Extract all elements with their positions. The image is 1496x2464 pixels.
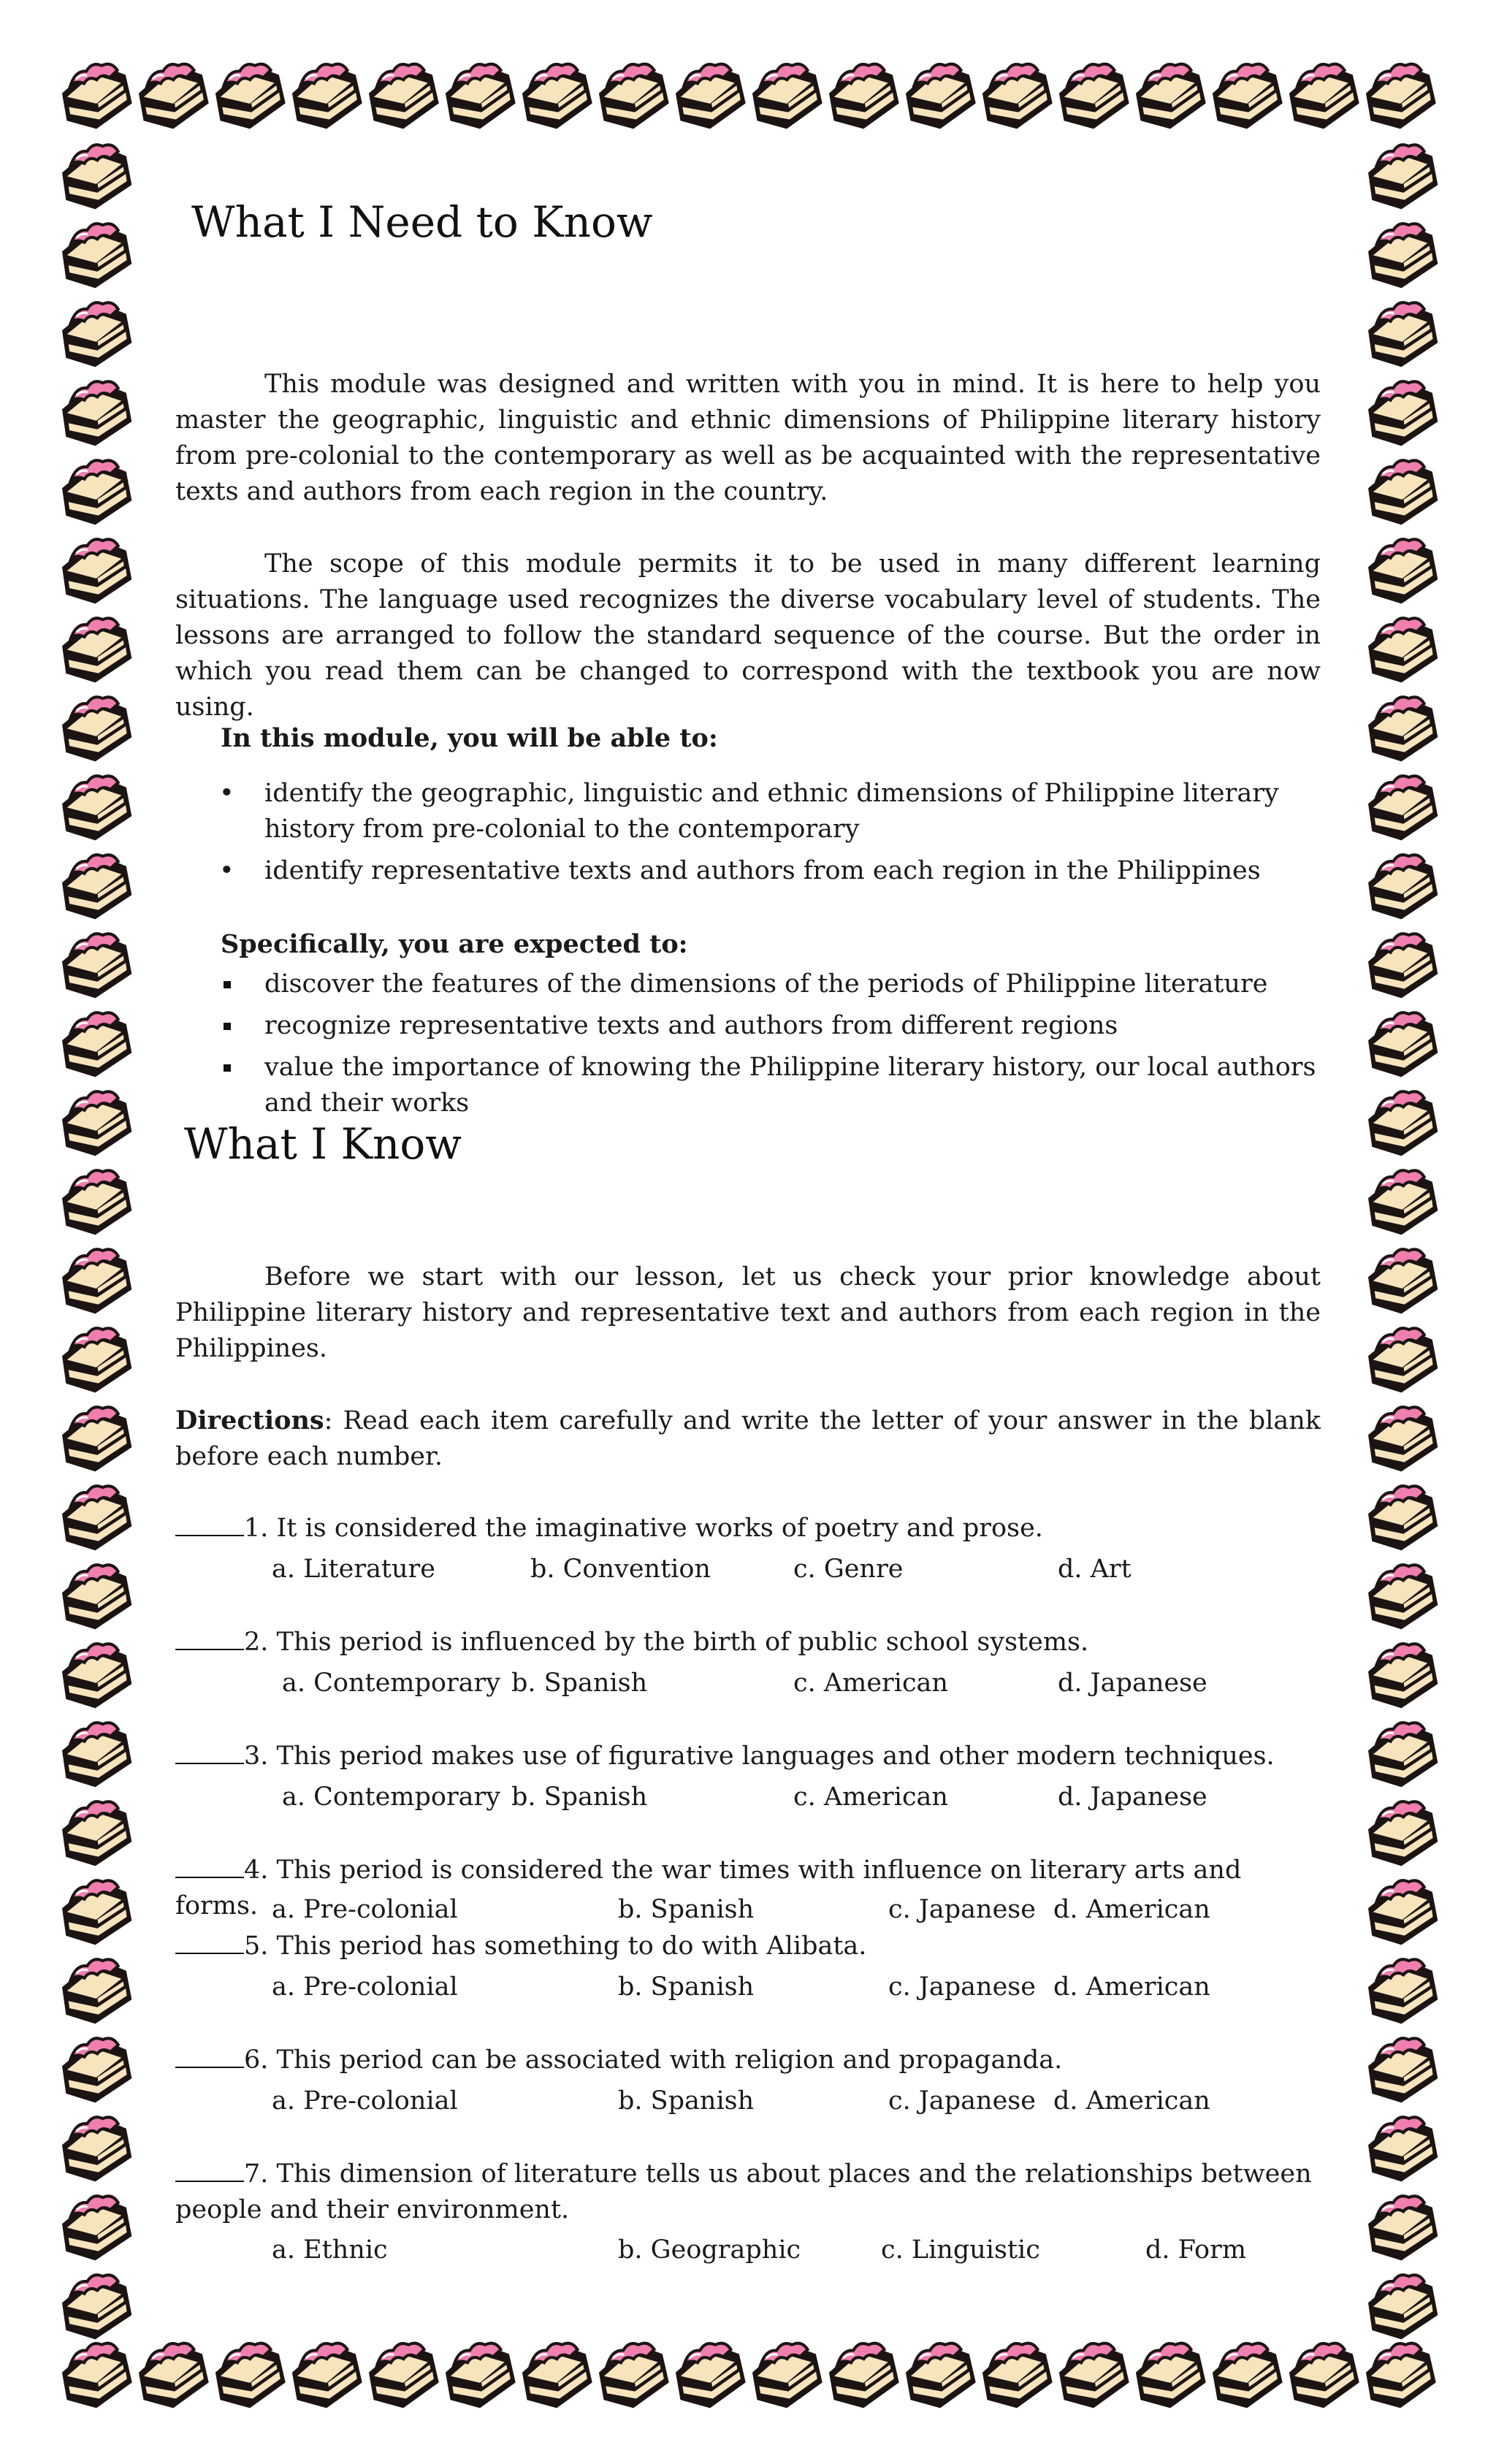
section-title-what-i-need-to-know: What I Need to Know	[191, 197, 653, 247]
list-item: value the importance of knowing the Philippine literary history, our local authors and their works	[219, 1050, 1321, 1121]
answer-blank	[175, 2045, 244, 2068]
option: c. Japanese	[888, 1972, 1036, 2002]
option: b. Spanish	[511, 1668, 648, 1698]
question-3: 3. This period makes use of figurative languages and other modern techniques.	[175, 1739, 1321, 1774]
cake-slice-icon	[1365, 1087, 1440, 1160]
answer-blank	[175, 1627, 244, 1650]
cake-slice-icon	[1365, 377, 1440, 450]
cake-slice-icon	[1362, 58, 1439, 134]
cake-slice-icon	[365, 58, 442, 134]
cake-slice-icon	[134, 2338, 212, 2413]
cake-slice-icon	[1365, 2113, 1440, 2186]
question-2: 2. This period is influenced by the birth of public school systems.	[175, 1625, 1321, 1660]
option: c. Genre	[793, 1555, 904, 1584]
cake-slice-icon	[134, 58, 212, 134]
cake-slice-icon	[59, 140, 134, 213]
square-bullet-icon	[224, 1023, 231, 1030]
cake-slice-icon	[59, 1245, 134, 1318]
option: b. Convention	[530, 1555, 711, 1584]
cake-slice-icon	[59, 1560, 134, 1633]
cake-slice-icon	[441, 2338, 519, 2413]
square-bullet-icon	[224, 1064, 231, 1072]
cake-slice-icon	[59, 219, 134, 292]
option: b. Spanish	[511, 1782, 648, 1812]
intro-paragraph-1: This module was designed and written with you in mind. It is here to help you master the geographic, linguistic and ethnic dimensions of Philippine literary history from pre-colonial to the contemporary as well as be acquainted with the representative texts and authors from each region in the country.	[175, 370, 1321, 506]
cake-slice-icon	[1365, 693, 1440, 766]
cake-slice-icon	[901, 2338, 979, 2413]
cake-slice-icon	[1365, 614, 1440, 687]
cake-slice-icon	[59, 1403, 134, 1476]
question-1: 1. It is considered the imaginative works of poetry and prose.	[175, 1511, 1321, 1546]
expected-label: Specifically, you are expected to:	[221, 929, 688, 959]
cake-slice-icon	[1365, 1166, 1440, 1239]
option: d. American	[1053, 1895, 1210, 1924]
cake-slice-icon	[1365, 140, 1440, 213]
cake-slice-icon	[1365, 771, 1440, 844]
cake-slice-icon	[595, 58, 672, 134]
cake-slice-icon	[978, 2338, 1056, 2413]
option: c. American	[793, 1782, 948, 1812]
cake-slice-icon	[59, 1166, 134, 1239]
cake-slice-icon	[365, 2338, 442, 2413]
objectives-list	[219, 776, 1321, 895]
cake-slice-icon	[59, 535, 134, 608]
cake-slice-icon	[59, 2034, 134, 2107]
option: a. Pre-colonial	[272, 1895, 458, 1924]
cake-slice-icon	[1365, 1245, 1440, 1318]
cake-slice-icon	[211, 2338, 289, 2413]
cake-slice-icon	[1131, 2338, 1209, 2413]
cake-slice-icon	[1365, 1797, 1440, 1870]
option: a. Contemporary	[282, 1668, 501, 1698]
option: d. Form	[1145, 2235, 1247, 2265]
cake-slice-icon	[59, 1008, 134, 1081]
option: a. Contemporary	[282, 1782, 501, 1812]
cake-slice-icon	[59, 1797, 134, 1870]
cake-slice-icon	[59, 693, 134, 766]
cake-slice-icon	[1055, 2338, 1132, 2413]
answer-blank	[175, 1513, 244, 1536]
cake-slice-icon	[825, 2338, 902, 2413]
intro-paragraph-2: The scope of this module permits it to be used in many different learning situations. The language used recognizes the diverse vocabulary level of students. The lessons are arranged to follow the standard sequence of the course. But the order in which you read them can be changed to correspond with the textbook you are now using.	[175, 549, 1321, 722]
cake-slice-icon	[978, 58, 1056, 134]
cake-slice-icon	[1131, 58, 1209, 134]
bullet-icon: •	[219, 779, 234, 808]
cake-slice-icon	[1365, 298, 1440, 371]
cake-slice-icon	[1365, 1008, 1440, 1081]
list-item: • identify the geographic, linguistic and ethnic dimensions of Philippine literary history from pre-colonial to the contemporary	[219, 776, 1321, 847]
cake-slice-icon	[901, 58, 979, 134]
cake-slice-icon	[1365, 535, 1440, 608]
cake-slice-icon	[671, 58, 749, 134]
cake-slice-icon	[441, 58, 519, 134]
answer-blank	[175, 1931, 244, 1954]
list-item: discover the features of the dimensions of the periods of Philippine literature	[219, 966, 1321, 1002]
option: c. Japanese	[888, 2086, 1036, 2116]
cake-slice-icon	[1365, 2270, 1440, 2343]
cake-slice-icon	[1365, 219, 1440, 292]
option: c. American	[793, 1668, 948, 1698]
question-5: 5. This period has something to do with Alibata.	[175, 1929, 1321, 1964]
cake-slice-icon	[288, 58, 365, 134]
cake-slice-icon	[59, 1955, 134, 2028]
expected-list	[219, 966, 1321, 1127]
option: d. American	[1053, 1972, 1210, 2002]
cake-slice-icon	[59, 377, 134, 450]
cake-slice-icon	[59, 1324, 134, 1397]
cake-slice-icon	[59, 2270, 134, 2343]
cake-slice-icon	[1365, 456, 1440, 529]
cake-slice-icon	[1055, 58, 1132, 134]
cake-slice-icon	[1365, 929, 1440, 1002]
cake-slice-icon	[59, 456, 134, 529]
cake-slice-icon	[748, 2338, 825, 2413]
option: d. Art	[1058, 1555, 1131, 1584]
option: a. Pre-colonial	[272, 2086, 458, 2116]
objectives-label: In this module, you will be able to:	[221, 723, 718, 753]
list-item: • identify representative texts and authors from each region in the Philippines	[219, 853, 1321, 889]
option: b. Spanish	[618, 1895, 755, 1924]
cake-slice-icon	[59, 2192, 134, 2265]
pretest-intro: Before we start with our lesson, let us check your prior knowledge about Philippine literary history and representative text and authors from each region in the Philippines.	[175, 1262, 1321, 1363]
cake-slice-icon	[671, 2338, 749, 2413]
option: a. Literature	[272, 1555, 435, 1584]
cake-slice-icon	[59, 1481, 134, 1555]
cake-slice-icon	[59, 850, 134, 923]
bullet-icon: •	[219, 856, 234, 885]
cake-slice-icon	[288, 2338, 365, 2413]
answer-blank	[175, 2159, 244, 2182]
cake-slice-icon	[595, 2338, 672, 2413]
option: d. Japanese	[1058, 1668, 1207, 1698]
cake-slice-icon	[1362, 2338, 1439, 2413]
option: c. Japanese	[888, 1895, 1036, 1924]
cake-slice-icon	[518, 2338, 595, 2413]
option: a. Ethnic	[272, 2235, 388, 2265]
cake-slice-icon	[59, 1639, 134, 1712]
option: b. Geographic	[618, 2235, 801, 2265]
cake-slice-icon	[1208, 2338, 1286, 2413]
cake-slice-icon	[58, 2338, 135, 2413]
question-7: 7. This dimension of literature tells us about places and the relationships between people and their environment.	[175, 2159, 1312, 2224]
cake-slice-icon	[1285, 58, 1362, 134]
cake-slice-icon	[1365, 1718, 1440, 1791]
cake-slice-icon	[59, 2113, 134, 2186]
cake-slice-icon	[59, 1876, 134, 1949]
cake-slice-icon	[1365, 1639, 1440, 1712]
cake-slice-icon	[1285, 2338, 1362, 2413]
cake-slice-icon	[1365, 1481, 1440, 1555]
option: b. Spanish	[618, 1972, 755, 2002]
cake-slice-icon	[59, 614, 134, 687]
question-6: 6. This period can be associated with religion and propaganda.	[175, 2042, 1321, 2078]
cake-slice-icon	[518, 58, 595, 134]
cake-slice-icon	[1365, 2034, 1440, 2107]
cake-slice-icon	[1365, 1560, 1440, 1633]
cake-slice-icon	[59, 1718, 134, 1791]
cake-slice-icon	[1365, 850, 1440, 923]
list-item: recognize representative texts and authors from different regions	[219, 1008, 1321, 1044]
square-bullet-icon	[224, 981, 231, 988]
cake-slice-icon	[59, 771, 134, 844]
option: b. Spanish	[618, 2086, 755, 2116]
option: d. Japanese	[1058, 1782, 1207, 1812]
cake-slice-icon	[58, 58, 135, 134]
cake-slice-icon	[59, 929, 134, 1002]
answer-blank	[175, 1741, 244, 1764]
answer-blank	[175, 1855, 244, 1878]
question-4: 4. This period is considered the war times with influence on literary arts and forms.	[175, 1855, 1242, 1921]
option: c. Linguistic	[881, 2235, 1040, 2265]
cake-slice-icon	[1208, 58, 1286, 134]
option: a. Pre-colonial	[272, 1972, 458, 2002]
cake-slice-icon	[211, 58, 289, 134]
cake-slice-icon	[825, 58, 902, 134]
cake-slice-icon	[59, 298, 134, 371]
cake-slice-icon	[59, 1087, 134, 1160]
cake-slice-icon	[1365, 1324, 1440, 1397]
cake-slice-icon	[1365, 2192, 1440, 2265]
cake-slice-icon	[1365, 1876, 1440, 1949]
cake-slice-icon	[1365, 1403, 1440, 1476]
section-title-what-i-know: What I Know	[184, 1119, 462, 1169]
directions: Directions: Read each item carefully and write the letter of your answer in the blank before each number.	[175, 1405, 1321, 1471]
option: d. American	[1053, 2086, 1210, 2116]
cake-slice-icon	[1365, 1955, 1440, 2028]
cake-slice-icon	[748, 58, 825, 134]
